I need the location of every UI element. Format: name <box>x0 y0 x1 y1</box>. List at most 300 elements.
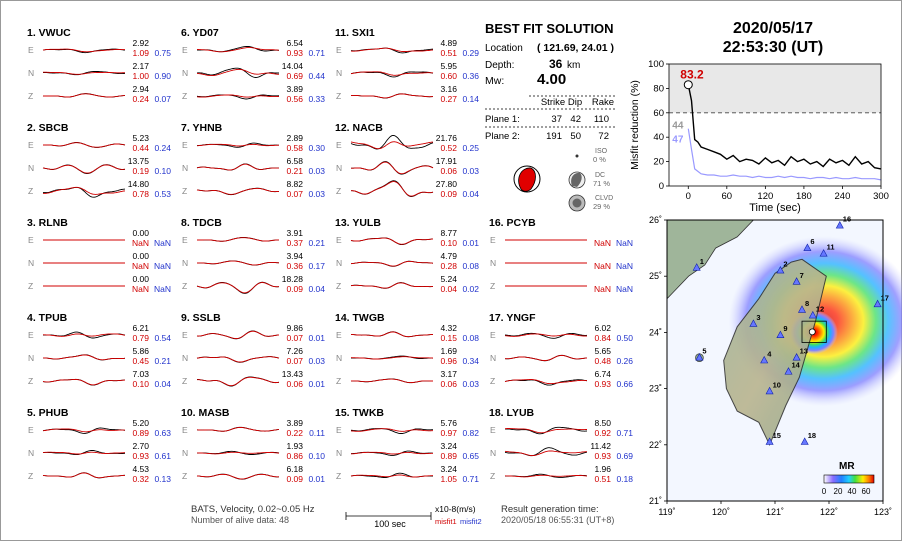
amplitude-value: 6.21 <box>132 323 149 333</box>
amplitude-value: 17.91 <box>435 156 457 166</box>
amplitude-value: 3.24 <box>440 464 457 474</box>
component-label: N <box>490 258 497 268</box>
misfit2-value: 0.69 <box>616 451 633 461</box>
colorbar-tick-label: 60 <box>861 487 871 496</box>
misfit2-value: 0.24 <box>154 143 171 153</box>
focal-mechanism-beachball <box>514 166 540 192</box>
misfit2-value: 0.61 <box>154 451 171 461</box>
station-panel <box>335 27 479 104</box>
plot-background <box>669 113 881 186</box>
misfit2-value: 0.10 <box>154 166 171 176</box>
misfit1-value: 0.93 <box>132 451 149 461</box>
synthetic-waveform <box>351 332 433 337</box>
misfit1-value: 0.28 <box>440 261 457 271</box>
misfit2-value: 0.75 <box>154 48 171 58</box>
station-marker-label: 18 <box>807 430 817 440</box>
component-label: Z <box>182 281 188 291</box>
plane2-rake: 72 <box>598 131 609 142</box>
component-label: E <box>336 330 342 340</box>
misfit1-value: 0.78 <box>132 189 149 199</box>
misfit2-value: 0.11 <box>309 428 325 438</box>
misfit1-value: 0.36 <box>286 261 303 271</box>
misfit1-value: 0.45 <box>132 356 149 366</box>
misfit1-value: 0.09 <box>440 189 457 199</box>
amplitude-value: 2.92 <box>132 38 149 48</box>
misfit1-value: 0.93 <box>594 379 611 389</box>
misfit1-value: 0.07 <box>286 356 303 366</box>
clvd-label: CLVD <box>595 195 614 202</box>
component-label: N <box>28 258 35 268</box>
clvd-value: 29 % <box>593 202 611 211</box>
station-title: 11. SXI1 <box>335 27 375 39</box>
misfit1-value: 0.93 <box>594 451 611 461</box>
misfit2-value: 0.36 <box>462 71 479 81</box>
plane1-label: Plane 1: <box>485 114 520 125</box>
misfit1-value: 0.89 <box>132 428 149 438</box>
amplitude-value: 6.02 <box>594 323 611 333</box>
amplitude-value: 5.76 <box>440 418 457 428</box>
station-marker-label: 13 <box>799 346 808 356</box>
y-tick-label: 0 <box>658 181 664 192</box>
misfit1-value: NaN <box>131 238 149 248</box>
amplitude-value: 5.23 <box>132 133 149 143</box>
station-panel <box>335 407 479 484</box>
misfit2-value: 0.08 <box>462 333 479 343</box>
station-marker-label: 9 <box>783 324 788 334</box>
observed-waveform <box>505 427 587 434</box>
station-marker-label: 6 <box>810 237 815 247</box>
depth-value: 36 <box>549 57 563 71</box>
station-panel <box>489 407 633 484</box>
lon-tick-label: 121˚ <box>765 507 785 517</box>
component-label: N <box>28 163 35 173</box>
misfit2-value: 0.01 <box>308 474 325 484</box>
misfit2-value: 0.04 <box>308 284 325 294</box>
amplitude-value: 4.89 <box>440 38 457 48</box>
misfit1-value: 0.60 <box>440 71 457 81</box>
misfit1-value: 0.89 <box>440 451 457 461</box>
station-title: 5. PHUB <box>27 407 69 419</box>
dc-value: 71 % <box>593 179 611 188</box>
station-title: 2. SBCB <box>27 122 69 134</box>
misfit1-value: NaN <box>593 261 611 271</box>
footer-alive-data: Number of alive data: 48 <box>191 515 290 525</box>
amplitude-value: 7.26 <box>286 346 303 356</box>
amplitude-value: 4.32 <box>440 323 457 333</box>
synthetic-waveform <box>505 429 587 433</box>
component-label: E <box>28 140 34 150</box>
station-panel <box>27 312 171 389</box>
amplitude-value: 6.58 <box>286 156 303 166</box>
misfit1-value: 0.06 <box>440 166 457 176</box>
amplitude-value: 6.54 <box>286 38 303 48</box>
observed-waveform <box>351 332 433 337</box>
misfit2-value: 0.29 <box>462 48 479 58</box>
component-label: E <box>336 140 342 150</box>
footer <box>191 504 614 529</box>
synthetic-waveform <box>43 143 125 148</box>
x-tick-label: 0 <box>685 191 691 202</box>
misfit2-legend: misfit2 <box>460 517 482 526</box>
amplitude-value: 14.80 <box>127 179 149 189</box>
station-title: 6. YD07 <box>181 27 219 39</box>
misfit2-value: 0.18 <box>616 474 633 484</box>
plane2-label: Plane 2: <box>485 131 520 142</box>
misfit2-value: 0.54 <box>154 333 171 343</box>
component-label: N <box>182 258 189 268</box>
lat-tick-label: 26˚ <box>648 215 662 225</box>
misfit1-value: 1.05 <box>440 474 457 484</box>
footer-filter-info: BATS, Velocity, 0.02~0.05 Hz <box>191 504 315 515</box>
misfit2-value: 0.71 <box>616 428 633 438</box>
station-waveform-grid <box>27 27 633 484</box>
event-date: 2020/05/17 <box>732 20 814 37</box>
misfit1-value: 0.06 <box>286 379 303 389</box>
misfit2-value: NaN <box>153 238 171 248</box>
amplitude-value: 0.00 <box>132 251 149 261</box>
component-label: E <box>28 330 34 340</box>
component-label: Z <box>490 281 496 291</box>
station-panel <box>181 217 325 294</box>
amplitude-value: 7.03 <box>132 369 149 379</box>
iso-label: ISO <box>595 148 608 155</box>
station-panel <box>181 407 325 484</box>
component-label: N <box>28 353 35 363</box>
amplitude-value: 4.53 <box>132 464 149 474</box>
station-panel <box>489 217 633 294</box>
component-label: N <box>182 163 189 173</box>
synthetic-waveform <box>43 165 125 173</box>
misfit1-value: 0.04 <box>440 284 457 294</box>
misfit2-value: 0.82 <box>462 428 479 438</box>
station-marker-label: 10 <box>772 380 781 390</box>
station-panel <box>181 122 325 199</box>
misfit1-value: 0.51 <box>440 48 457 58</box>
lon-tick-label: 119˚ <box>658 507 676 517</box>
synthetic-waveform <box>351 261 433 266</box>
misfit2-value: 0.44 <box>308 71 325 81</box>
misfit1-value: 0.19 <box>132 166 149 176</box>
misfit1-value: 0.15 <box>440 333 457 343</box>
component-label: E <box>182 425 188 435</box>
amplitude-value: 6.18 <box>286 464 303 474</box>
misfit2-value: 0.17 <box>308 261 325 271</box>
component-label: N <box>490 353 497 363</box>
misfit1-value: 0.22 <box>286 428 303 438</box>
misfit2-value: NaN <box>615 261 633 271</box>
station-title: 13. YULB <box>335 217 381 229</box>
component-label: E <box>182 235 188 245</box>
misfit1-value: 0.09 <box>286 474 303 484</box>
component-label: E <box>182 45 188 55</box>
synthetic-waveform <box>43 49 125 52</box>
amplitude-value: 11.42 <box>590 441 611 451</box>
synthetic-waveform <box>351 94 433 98</box>
component-label: N <box>28 68 35 78</box>
amplitude-value: 0.00 <box>132 274 149 284</box>
misfit2-value: 0.08 <box>462 261 479 271</box>
synthetic-waveform <box>197 377 279 385</box>
observed-waveform <box>197 331 279 339</box>
component-label: N <box>182 353 189 363</box>
station-title: 8. TDCB <box>181 217 222 229</box>
misfit2-value: 0.71 <box>308 48 325 58</box>
misfit2-value: 0.30 <box>308 143 325 153</box>
observed-waveform <box>43 187 125 197</box>
component-label: N <box>336 258 343 268</box>
misfit2-value: NaN <box>153 284 171 294</box>
station-marker-label: 4 <box>767 349 772 359</box>
amplitude-value: 1.93 <box>286 441 303 451</box>
dc-indicator <box>569 172 610 188</box>
misfit1-value: 0.86 <box>286 451 303 461</box>
component-label: N <box>336 163 343 173</box>
misfit2-value: 0.03 <box>462 166 479 176</box>
lat-tick-label: 23˚ <box>648 383 662 394</box>
component-label: N <box>182 68 189 78</box>
amplitude-value: 3.16 <box>440 84 457 94</box>
misfit2-value: 0.50 <box>616 333 633 343</box>
misfit1-value: 0.93 <box>286 48 303 58</box>
misfit1-value: 0.32 <box>132 474 149 484</box>
clvd-indicator <box>569 195 613 211</box>
location-value: ( 121.69, 24.01 ) <box>537 42 615 54</box>
iso-indicator <box>576 148 608 164</box>
dc-label: DC <box>595 172 606 179</box>
misfit1-value: 0.10 <box>132 379 149 389</box>
station-panel <box>27 407 171 484</box>
mw-value: 4.00 <box>537 71 567 88</box>
observed-waveform <box>197 143 279 147</box>
amplitude-value: 5.95 <box>440 61 457 71</box>
amplitude-value: 9.86 <box>286 323 303 333</box>
misfit1-value: 0.44 <box>132 143 149 153</box>
observed-waveform <box>351 238 433 245</box>
station-title: 12. NACB <box>335 122 383 134</box>
misfit1-value: 0.52 <box>440 143 457 153</box>
lat-tick-label: 24˚ <box>648 327 662 338</box>
plane1-dip: 42 <box>570 114 581 125</box>
component-label: E <box>28 45 34 55</box>
misfit2-value: 0.65 <box>462 451 479 461</box>
misfit2-value: 0.71 <box>462 474 479 484</box>
station-panel <box>489 312 633 389</box>
col-rake-header: Rake <box>591 97 615 108</box>
max-value-label: 83.2 <box>680 67 704 82</box>
station-marker-label: 1 <box>699 256 704 266</box>
component-label: Z <box>336 91 342 101</box>
observed-waveform <box>197 188 279 195</box>
misfit1-value: NaN <box>131 261 149 271</box>
component-label: N <box>336 68 343 78</box>
synthetic-waveform <box>43 94 125 97</box>
misfit1-value: 0.27 <box>440 94 457 104</box>
misfit2-value: 0.13 <box>154 474 171 484</box>
misfit2-value: 0.21 <box>308 238 325 248</box>
component-label: Z <box>490 376 496 386</box>
component-label: Z <box>182 376 188 386</box>
plane1-rake: 110 <box>593 114 609 125</box>
misfit2-value: NaN <box>153 261 171 271</box>
plane1-strike: 37 <box>551 114 562 125</box>
lon-tick-label: 122˚ <box>819 507 839 517</box>
depth-unit: km <box>567 60 581 71</box>
event-time: 22:53:30 (UT) <box>722 39 824 56</box>
y-tick-label: 100 <box>648 59 664 70</box>
synthetic-waveform <box>197 283 279 293</box>
y-tick-label: 80 <box>653 83 664 95</box>
component-label: E <box>336 45 342 55</box>
amplitude-value: 21.76 <box>435 133 457 143</box>
y-axis-label: Misfit reduction (%) <box>629 80 641 170</box>
colorbar-title: MR <box>839 461 855 472</box>
amplitude-value: 3.91 <box>286 228 303 238</box>
amplitude-value: 8.50 <box>594 418 611 428</box>
misfit2-value: 0.21 <box>154 356 171 366</box>
station-title: 16. PCYB <box>489 217 536 229</box>
station-panel <box>27 122 171 199</box>
station-panel <box>27 217 171 294</box>
y-tick-label: 20 <box>653 156 664 168</box>
x-tick-label: 180 <box>795 191 812 202</box>
synthetic-waveform <box>197 331 279 338</box>
misfit1-value: 0.09 <box>286 284 303 294</box>
misfit2-value: 0.10 <box>308 451 325 461</box>
result-time-value: 2020/05/18 06:55:31 (UT+8) <box>501 515 615 525</box>
misfit1-value: 0.51 <box>594 474 611 484</box>
amplitude-value: 5.65 <box>594 346 611 356</box>
y-tick-label: 40 <box>653 132 664 144</box>
misfit2-value: 0.03 <box>308 166 325 176</box>
station-title: 10. MASB <box>181 407 230 419</box>
component-label: E <box>490 425 496 435</box>
misfit1-value: 0.07 <box>286 333 303 343</box>
colorbar-tick-label: 20 <box>833 487 843 496</box>
component-label: E <box>490 235 496 245</box>
amplitude-value: 4.79 <box>440 251 457 261</box>
component-label: E <box>28 425 34 435</box>
misfit1-value: 0.21 <box>286 166 303 176</box>
low-value-label: 47 <box>672 134 684 146</box>
misfit1-value: 0.84 <box>594 333 611 343</box>
synthetic-waveform <box>505 356 587 361</box>
component-label: Z <box>182 91 188 101</box>
misfit1-value: 0.24 <box>132 94 149 104</box>
scalebar-label: 100 sec <box>374 519 406 529</box>
misfit-reduction-chart <box>629 59 889 214</box>
misfit1-value: 0.37 <box>286 238 303 248</box>
max-point-marker <box>684 81 692 89</box>
station-marker-label: 11 <box>826 242 835 252</box>
station-title: 4. TPUB <box>27 312 68 324</box>
synthetic-waveform <box>43 473 125 478</box>
misfit1-value: NaN <box>593 284 611 294</box>
misfit2-value: 0.01 <box>462 238 479 248</box>
station-marker-label: 7 <box>799 270 804 280</box>
misfit2-value: 0.14 <box>462 94 479 104</box>
misfit2-value: 0.07 <box>154 94 171 104</box>
amplitude-value: 18.28 <box>281 274 303 284</box>
station-title: 15. TWKB <box>335 407 385 419</box>
component-label: E <box>28 235 34 245</box>
station-title: 7. YHNB <box>181 122 223 134</box>
misfit2-value: 0.63 <box>154 428 171 438</box>
station-marker-label: 16 <box>842 214 852 224</box>
mw-label: Mw: <box>485 75 505 87</box>
station-marker-label: 12 <box>815 304 825 314</box>
observed-waveform <box>351 162 433 175</box>
station-marker-label: 14 <box>791 360 800 370</box>
synthetic-waveform <box>505 334 587 337</box>
amplitude-value: 3.89 <box>286 84 303 94</box>
x-tick-label: 300 <box>873 191 889 202</box>
component-label: Z <box>336 186 342 196</box>
misfit2-value: 0.66 <box>616 379 633 389</box>
component-label: Z <box>490 471 496 481</box>
result-time-label: Result generation time: <box>501 504 599 515</box>
component-label: E <box>336 235 342 245</box>
y-tick-label: 60 <box>653 107 664 119</box>
synthetic-waveform <box>197 428 279 432</box>
misfit2-value: 0.03 <box>308 356 325 366</box>
observed-waveform <box>43 473 125 478</box>
amplitude-value: 13.75 <box>127 156 149 166</box>
station-title: 17. YNGF <box>489 312 536 324</box>
component-label: N <box>336 448 343 458</box>
component-label: N <box>336 353 343 363</box>
misfit1-value: 0.97 <box>440 428 457 438</box>
component-label: Z <box>336 281 342 291</box>
misfit1-legend: misfit1 <box>435 517 457 526</box>
station-panel <box>181 312 325 389</box>
component-label: Z <box>182 186 188 196</box>
synthetic-waveform <box>351 238 433 244</box>
lat-tick-label: 22˚ <box>648 439 662 450</box>
colorbar <box>824 475 874 483</box>
amplitude-value: 1.96 <box>594 464 611 474</box>
component-label: Z <box>28 376 34 386</box>
amplitude-value: 27.80 <box>435 179 457 189</box>
amplitude-value: 8.82 <box>286 179 303 189</box>
lon-tick-label: 123˚ <box>873 507 893 517</box>
solution-heading: BEST FIT SOLUTION <box>485 21 614 36</box>
amplitude-value: 13.43 <box>281 369 303 379</box>
amplitude-value: 5.20 <box>132 418 149 428</box>
best-fit-solution-panel <box>485 21 615 211</box>
component-label: Z <box>336 471 342 481</box>
component-label: N <box>490 448 497 458</box>
station-title: 1. VWUC <box>27 27 71 39</box>
component-label: E <box>182 140 188 150</box>
misfit1-value: 1.09 <box>132 48 149 58</box>
station-title: 9. SSLB <box>181 312 221 324</box>
synthetic-waveform <box>351 182 433 197</box>
misfit1-value: 0.10 <box>440 238 457 248</box>
station-panel <box>335 312 479 389</box>
amplitude-value: 3.24 <box>440 441 457 451</box>
lat-tick-label: 21˚ <box>648 496 662 506</box>
component-label: Z <box>28 186 34 196</box>
station-marker-label: 3 <box>756 312 761 322</box>
station-title: 14. TWGB <box>335 312 385 324</box>
component-label: Z <box>28 91 34 101</box>
station-panel <box>335 122 479 199</box>
misfit1-value: 0.48 <box>594 356 611 366</box>
amplitude-value: 2.94 <box>132 84 149 94</box>
component-label: Z <box>182 471 188 481</box>
amplitude-value: 14.04 <box>281 61 303 71</box>
synthetic-waveform <box>197 474 279 479</box>
